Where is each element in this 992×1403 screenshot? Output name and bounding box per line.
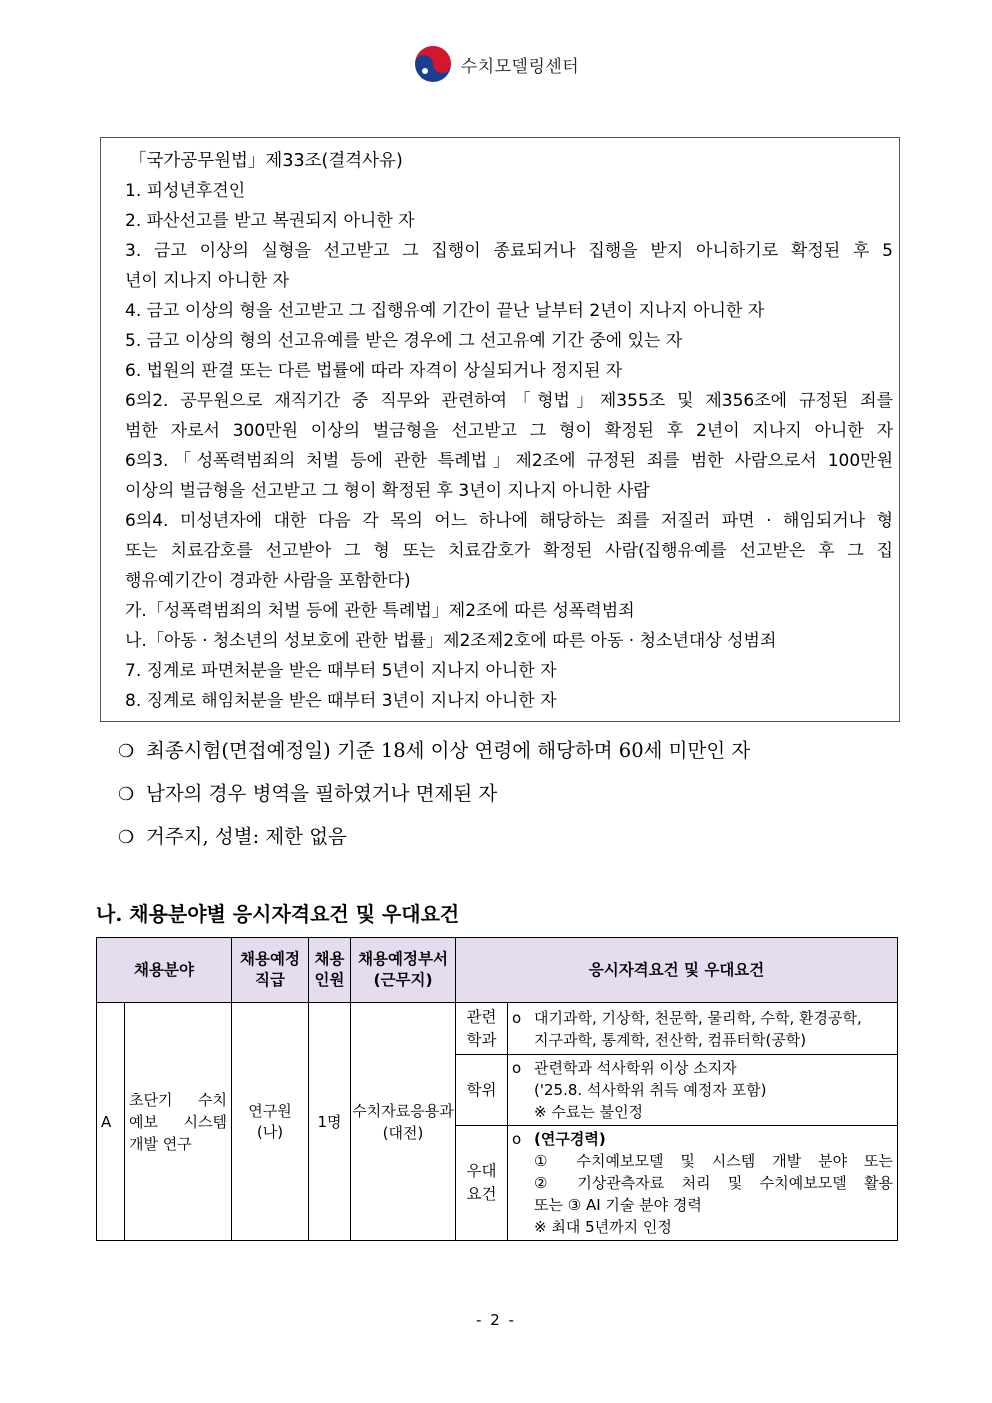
law-title: 「국가공무원법」제33조(결격사유) xyxy=(129,151,403,171)
law-line: 가.「성폭력범죄의 처벌 등에 관한 특례법」제2조에 따른 성폭력범죄 xyxy=(125,601,635,621)
preference-label: 우대 요건 xyxy=(456,1126,508,1241)
law-line: 행유예기간이 경과한 사람을 포함한다) xyxy=(125,571,411,591)
law-line: 7. 징계로 파면처분을 받은 때부터 5년이 지나지 아니한 자 xyxy=(125,661,557,681)
circle-bullet-icon: ❍ xyxy=(118,827,135,848)
law-line: 4. 금고 이상의 형을 선고받고 그 집행유예 기간이 끝난 날부터 2년이 지나지 아니한 자 xyxy=(125,301,765,321)
row-grade: 연구원 (나) xyxy=(232,1003,309,1241)
requirements-table xyxy=(96,937,898,1241)
condition-text: 거주지, 성별: 제한 없음 xyxy=(146,825,347,848)
law-line: 1. 피성년후견인 xyxy=(125,181,246,201)
header-requirements: 응시자격요건 및 우대요건 xyxy=(456,938,898,1003)
page-header xyxy=(0,44,992,84)
header-count: 채용 인원 xyxy=(309,938,351,1003)
condition-text: 최종시험(면접예정일) 기준 18세 이상 연령에 해당하며 60세 미만인 자 xyxy=(146,739,751,762)
row-field: 초단기 수치 예보 시스템 개발 연구 xyxy=(125,1003,232,1241)
table-header-row xyxy=(97,938,898,1003)
degree-detail: o 관련학과 석사학위 이상 소지자 ('25.8. 석사학위 취득 예정자 포함) ※ 수료는 불인정 xyxy=(508,1055,898,1126)
law-line: 또는 치료감호를 선고받아 그 형 또는 치료감호가 확정된 사람(집행유예를 선고받은 후 그 집 xyxy=(125,541,893,561)
condition-item xyxy=(118,778,497,806)
degree-label: 학위 xyxy=(456,1055,508,1126)
law-line: 8. 징계로 해임처분을 받은 때부터 3년이 지나지 아니한 자 xyxy=(125,691,557,711)
major-label: 관련 학과 xyxy=(456,1003,508,1055)
row-count: 1명 xyxy=(309,1003,351,1241)
preference-detail: o (연구경력) ① 수치예보모델 및 시스템 개발 분야 또는 ② 기상관측자료 처리 및 수치예보모델 활용 또는 ③ AI 기술 분야 경력 ※ 최대 5년까지 인정 xyxy=(508,1126,898,1241)
law-line: 이상의 벌금형을 선고받고 그 형이 확정된 후 3년이 지나지 아니한 사람 xyxy=(125,481,650,501)
law-line: 3. 금고 이상의 실형을 선고받고 그 집행이 종료되거나 집행을 받지 아니하기로 확정된 후 5 xyxy=(125,241,893,261)
condition-item xyxy=(118,735,750,763)
table-row xyxy=(97,1003,898,1055)
condition-item xyxy=(118,821,347,849)
condition-text: 남자의 경우 병역을 필하였거나 면제된 자 xyxy=(146,782,498,805)
law-line: 5. 금고 이상의 형의 선고유예를 받은 경우에 그 선고유예 기간 중에 있는 자 xyxy=(125,331,683,351)
header-field: 채용분야 xyxy=(97,938,232,1003)
bullet-icon: o xyxy=(512,1059,522,1077)
major-detail: o 대기과학, 기상학, 천문학, 물리학, 수학, 환경공학, 지구과학, 통계학, 전산학, 컴퓨터학(공학) xyxy=(508,1003,898,1055)
disqualification-box xyxy=(100,137,900,722)
law-line: 6의3.「성폭력범죄의 처벌 등에 관한 특례법」제2조에 규정된 죄를 범한 사람으로서 100만원 xyxy=(125,451,893,471)
law-line: 6. 법원의 판결 또는 다른 법률에 따라 자격이 상실되거나 정지된 자 xyxy=(125,361,623,381)
bullet-icon: o xyxy=(512,1130,522,1148)
circle-bullet-icon: ❍ xyxy=(118,784,135,805)
page-number: - 2 - xyxy=(476,1311,516,1329)
taegeuk-logo-icon xyxy=(413,44,453,84)
law-line: 6의2. 공무원으로 재직기간 중 직무와 관련하여「형법」제355조 및 제356조에 규정된 죄를 xyxy=(125,391,893,411)
law-line: 범한 자로서 300만원 이상의 벌금형을 선고받고 그 형이 확정된 후 2년이 지나지 아니한 자 xyxy=(125,421,893,441)
law-line: 2. 파산선고를 받고 복권되지 아니한 자 xyxy=(125,211,415,231)
law-line: 나.「아동 · 청소년의 성보호에 관한 법률」제2조제2호에 따른 아동 · 청소년대상 성범죄 xyxy=(125,631,777,651)
circle-bullet-icon: ❍ xyxy=(118,741,135,762)
row-code: A xyxy=(97,1003,125,1241)
law-line: 년이 지나지 아니한 자 xyxy=(125,271,290,291)
section-title: 나. 채용분야별 응시자격요건 및 우대요건 xyxy=(96,902,460,926)
row-dept: 수치자료응용과 (대전) xyxy=(351,1003,456,1241)
header-dept: 채용예정부서 (근무지) xyxy=(351,938,456,1003)
law-line: 6의4. 미성년자에 대한 다음 각 목의 어느 하나에 해당하는 죄를 저질러 파면 · 해임되거나 형 xyxy=(125,511,893,531)
org-name: 수치모델링센터 xyxy=(460,56,580,77)
bullet-icon: o xyxy=(512,1008,522,1027)
header-grade: 채용예정 직급 xyxy=(232,938,309,1003)
